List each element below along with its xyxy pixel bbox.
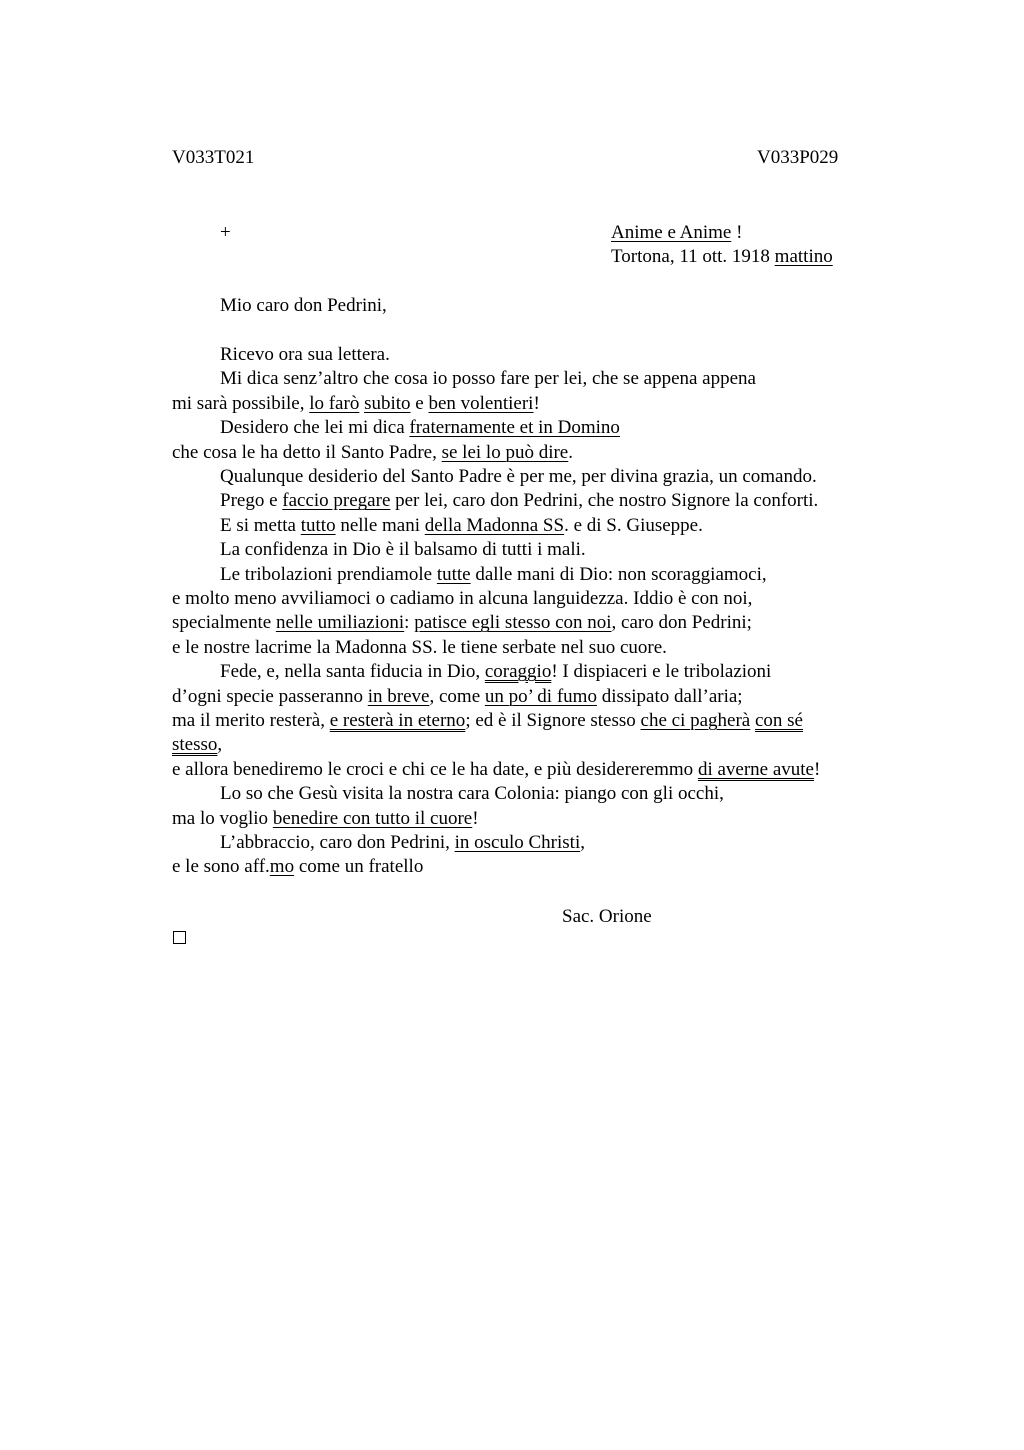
underlined-phrase: che ci pagherà [640,710,751,731]
underlined-phrase: nelle umiliazioni [275,612,405,634]
text-segment: che cosa le ha detto il Santo Padre, [172,441,442,463]
text-segment: e le sono aff. [172,856,270,878]
letter-line [172,636,667,660]
underlined-phrase: di averne avute [697,758,814,780]
text-segment: ma il merito resterà, [172,710,330,731]
text-segment: L’abbraccio, caro don Pedrini, [220,832,455,853]
underlined-phrase: con sé [754,710,803,731]
underlined-phrase: tutto [300,514,336,536]
text-segment: e [410,392,429,414]
underlined-phrase: stesso [172,734,218,756]
text-segment: . [568,441,573,463]
text-segment: Lo so che Gesù visita la nostra cara Colonia: piango con gli occhi, [220,783,724,805]
underlined-phrase: in osculo Christi [454,832,581,853]
archive-code-right: V033P029 [757,147,839,168]
underlined-phrase: e resterà in eterno [329,710,466,731]
text-segment: Fede, e, nella santa fiducia in Dio, [220,661,485,683]
letter-line [220,416,620,440]
letter-line [172,392,540,416]
underlined-phrase: subito [364,392,411,414]
text-segment: Ricevo ora sua lettera. [220,344,390,365]
underlined-phrase: coraggio [484,661,552,683]
underlined-phrase: benedire con tutto il cuore [272,807,473,829]
underlined-phrase: in breve [367,685,430,707]
underlined-phrase: faccio pregare [282,490,391,512]
text-segment: come un fratello [294,856,424,878]
letter-line [172,611,752,635]
date-place: Tortona, 11 ott. 1918 [611,246,775,267]
letter-line [172,733,222,757]
text-segment: , [580,832,585,853]
text-segment: , [217,734,223,756]
letter-line [172,441,573,465]
text-segment: Desidero che lei mi dica [220,417,410,439]
letter-line [172,685,743,709]
underlined-phrase: tutte [436,563,471,585]
underlined-phrase: se lei lo può dire [441,441,569,463]
motto-text: Anime e Anime [611,222,732,243]
text-segment: e allora benediremo le croci e chi ce le ha date, e più desidereremmo [172,758,698,780]
underlined-phrase: fraternamente et in Domino [409,417,620,439]
letter-line [172,587,752,611]
text-segment: per lei, caro don Pedrini, che nostro Signore la conforti. [390,490,819,512]
text-segment: ! [472,807,479,829]
letter-line [220,514,703,538]
text-segment: ! I dispiaceri e le tribolazioni [551,661,772,683]
letter-line [220,343,390,367]
letter-line [172,758,820,782]
letter-line [220,782,724,806]
cross-symbol: + [220,222,231,243]
text-segment: nelle mani [335,514,425,536]
text-segment: d’ogni specie passeranno [172,685,368,707]
letter-line [172,807,479,831]
text-segment: mi sarà possibile, [172,392,310,414]
letter-line [220,563,767,587]
archive-code-left: V033T021 [172,147,255,168]
text-segment: e le nostre lacrime la Madonna SS. le tiene serbate nel suo cuore. [172,636,667,658]
underlined-phrase: della Madonna SS [424,514,565,536]
text-segment: ; ed è il Signore stesso [465,710,641,731]
underlined-phrase: mo [269,856,295,878]
salutation: Mio caro don Pedrini, [220,295,387,316]
text-segment: specialmente [172,612,276,634]
text-segment: , come [429,685,485,707]
letter-line [220,538,586,562]
letter-line [220,489,818,513]
checkbox-square-icon [173,931,186,944]
text-segment: dissipato dall’aria; [596,685,743,707]
underlined-phrase: lo farò [309,392,360,414]
text-segment: Qualunque desiderio del Santo Padre è per me, per divina grazia, un comando. [220,466,817,487]
text-segment: Le tribolazioni prendiamole [220,563,437,585]
underlined-phrase: patisce egli stesso con noi [414,612,612,634]
text-segment: ! [814,758,821,780]
signature: Sac. Orione [562,906,652,927]
underlined-phrase: ben volentieri [428,392,534,414]
motto-line [611,221,742,245]
letter-line [220,831,585,855]
text-segment: ! [533,392,540,414]
letter-line [220,660,771,684]
text-segment: , caro don Pedrini; [611,612,752,634]
motto-exclamation: ! [731,222,743,243]
date-time-of-day: mattino [774,246,833,267]
text-segment: Mi dica senz’altro che cosa io posso fare per lei, che se appena appena [220,368,756,390]
letter-line [220,465,817,489]
text-segment: La confidenza in Dio è il balsamo di tutti i mali. [220,539,586,561]
letter-line [172,855,423,879]
text-segment: E si metta [220,514,301,536]
letter-line [220,367,756,391]
text-segment: e molto meno avviliamoci o cadiamo in alcuna languidezza. Iddio è con noi, [172,588,753,609]
underlined-phrase: un po’ di fumo [484,685,597,707]
text-segment: ma lo voglio [172,807,273,829]
text-segment: . e di S. Giuseppe. [564,514,703,536]
date-line [611,245,833,269]
letter-line [172,709,803,733]
text-segment: dalle mani di Dio: non scoraggiamoci, [470,563,767,585]
text-segment: Prego e [220,490,283,512]
text-segment: : [404,612,415,634]
